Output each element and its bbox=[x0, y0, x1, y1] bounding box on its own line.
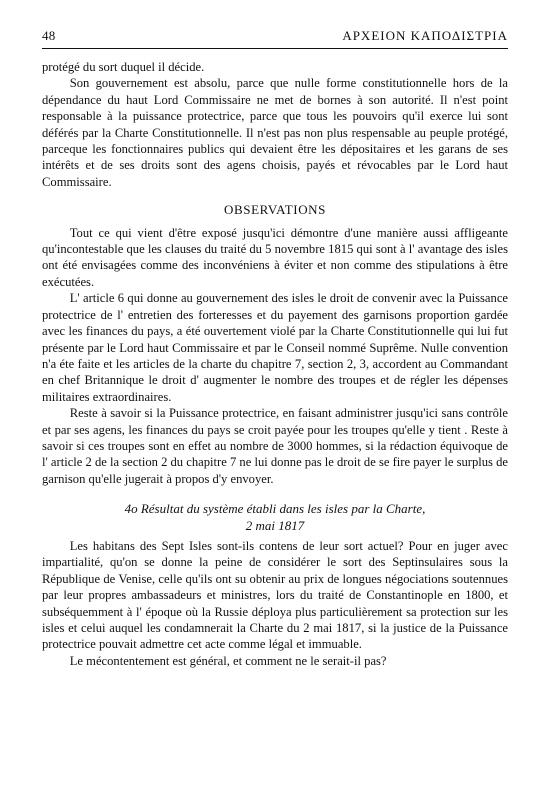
section-subheading-resultat bbox=[42, 501, 508, 534]
section-heading-observations: OBSERVATIONS bbox=[224, 202, 326, 218]
paragraph-mecontentement: Le mécontentement est général, et comment ne le serait-il pas? bbox=[69, 653, 387, 668]
paragraph-article-6: L' article 6 qui donne au gouvernement des isles le droit de convenir avec la Puissance protectrice de l' entretien des forteresses et du payement des garnisons proportion gardée avec les finances du pays, a été ouvertement violé par la Charte Constitutionnelle qui lui fut présente par le Lord haut Commissaire et par le Conseil nommé Suprême. Nulle convention n'a éte faite et les articles de la charte du chapitre 7, section 2, 3, accordent au Commandant en chef Britannique le droit d' augmenter le nombre des troupes et de régler les dépenses militaires extraordinaires. bbox=[42, 291, 508, 404]
paragraph-reste-a-savoir: Reste à savoir si la Puissance protectrice, en faisant administrer jusqu'ici sans contrôle et par ses agens, les finances du pays se croit payée pour les troupes qu'elle y tient . Reste à savoir si ces troupes sont en effet au nombre de 3000 hommes, si la rédaction équivoque de l' article 2 de la section 2 du chapitre 7 ne lui donne pas le droit de se fire payer le surplus de garnison qu'elle jugerait à propos d'y envoyer. bbox=[42, 406, 508, 486]
page-body bbox=[42, 59, 508, 669]
paragraph-continuation: protégé du sort duquel il décide. bbox=[42, 60, 205, 74]
paragraph-habitans: Les habitans des Sept Isles sont-ils contens de leur sort actuel? Pour en juger avec impartialité, qu'on se donne la peine de considérer le sort des Septinsulaires sous la République de Venise, celle qu'ils ont su obtenir au prix de longues négociations soutennues par leur propres ambassadeurs et ministres, lors du traité de Constantinople en 1800, et subséquemment à l' époque où la Russie déploya plus particulièrement sa protection sur les isles et celui auquel les condamnerait la Charte du 2 mai 1817, si la justice de la Puissance protectrice pouvait admettre cet acte comme légal et immuable. bbox=[42, 538, 508, 652]
page-header bbox=[42, 28, 508, 49]
document-page bbox=[42, 28, 508, 669]
page-number: 48 bbox=[42, 28, 56, 43]
subheading-line-2: 2 mai 1817 bbox=[245, 517, 305, 533]
paragraph-gouvernement: Son gouvernement est absolu, parce que nulle forme constitutionnelle hors de la dépendance du haut Lord Commissaire ne met de bornes à son autorité. Il n'est point responsable à la puissance protectrice, parce que tous les pouvoirs qu'il exerce lui sont déférés par la Charte Constitutionnelle. Il n'est pas non plus respensable au peuple protégé, parceque les fonctionnaires publics qui devaient être les dépositaires et les garans de ses intérêts et de ses droits sont des agens choisis, payés et révocables par le Lord haut Commissaire. bbox=[42, 76, 508, 189]
running-title: ΑΡΧΕΙΟΝ ΚΑΠΟΔΙΣΤΡΙΑ bbox=[342, 28, 508, 43]
subheading-line-1: 4o Résultat du système établi dans les isles par la Charte, bbox=[124, 501, 426, 517]
paragraph-expose: Tout ce qui vient d'être exposé jusqu'ici démontre d'une manière aussi affligeante qu'incontestable que les clauses du traité du 5 novembre 1815 qui sont à l' avantage des isles ont été envisagées comme des inconvéniens à éviter et non comme des stipulations à être exécutées. bbox=[42, 225, 508, 289]
